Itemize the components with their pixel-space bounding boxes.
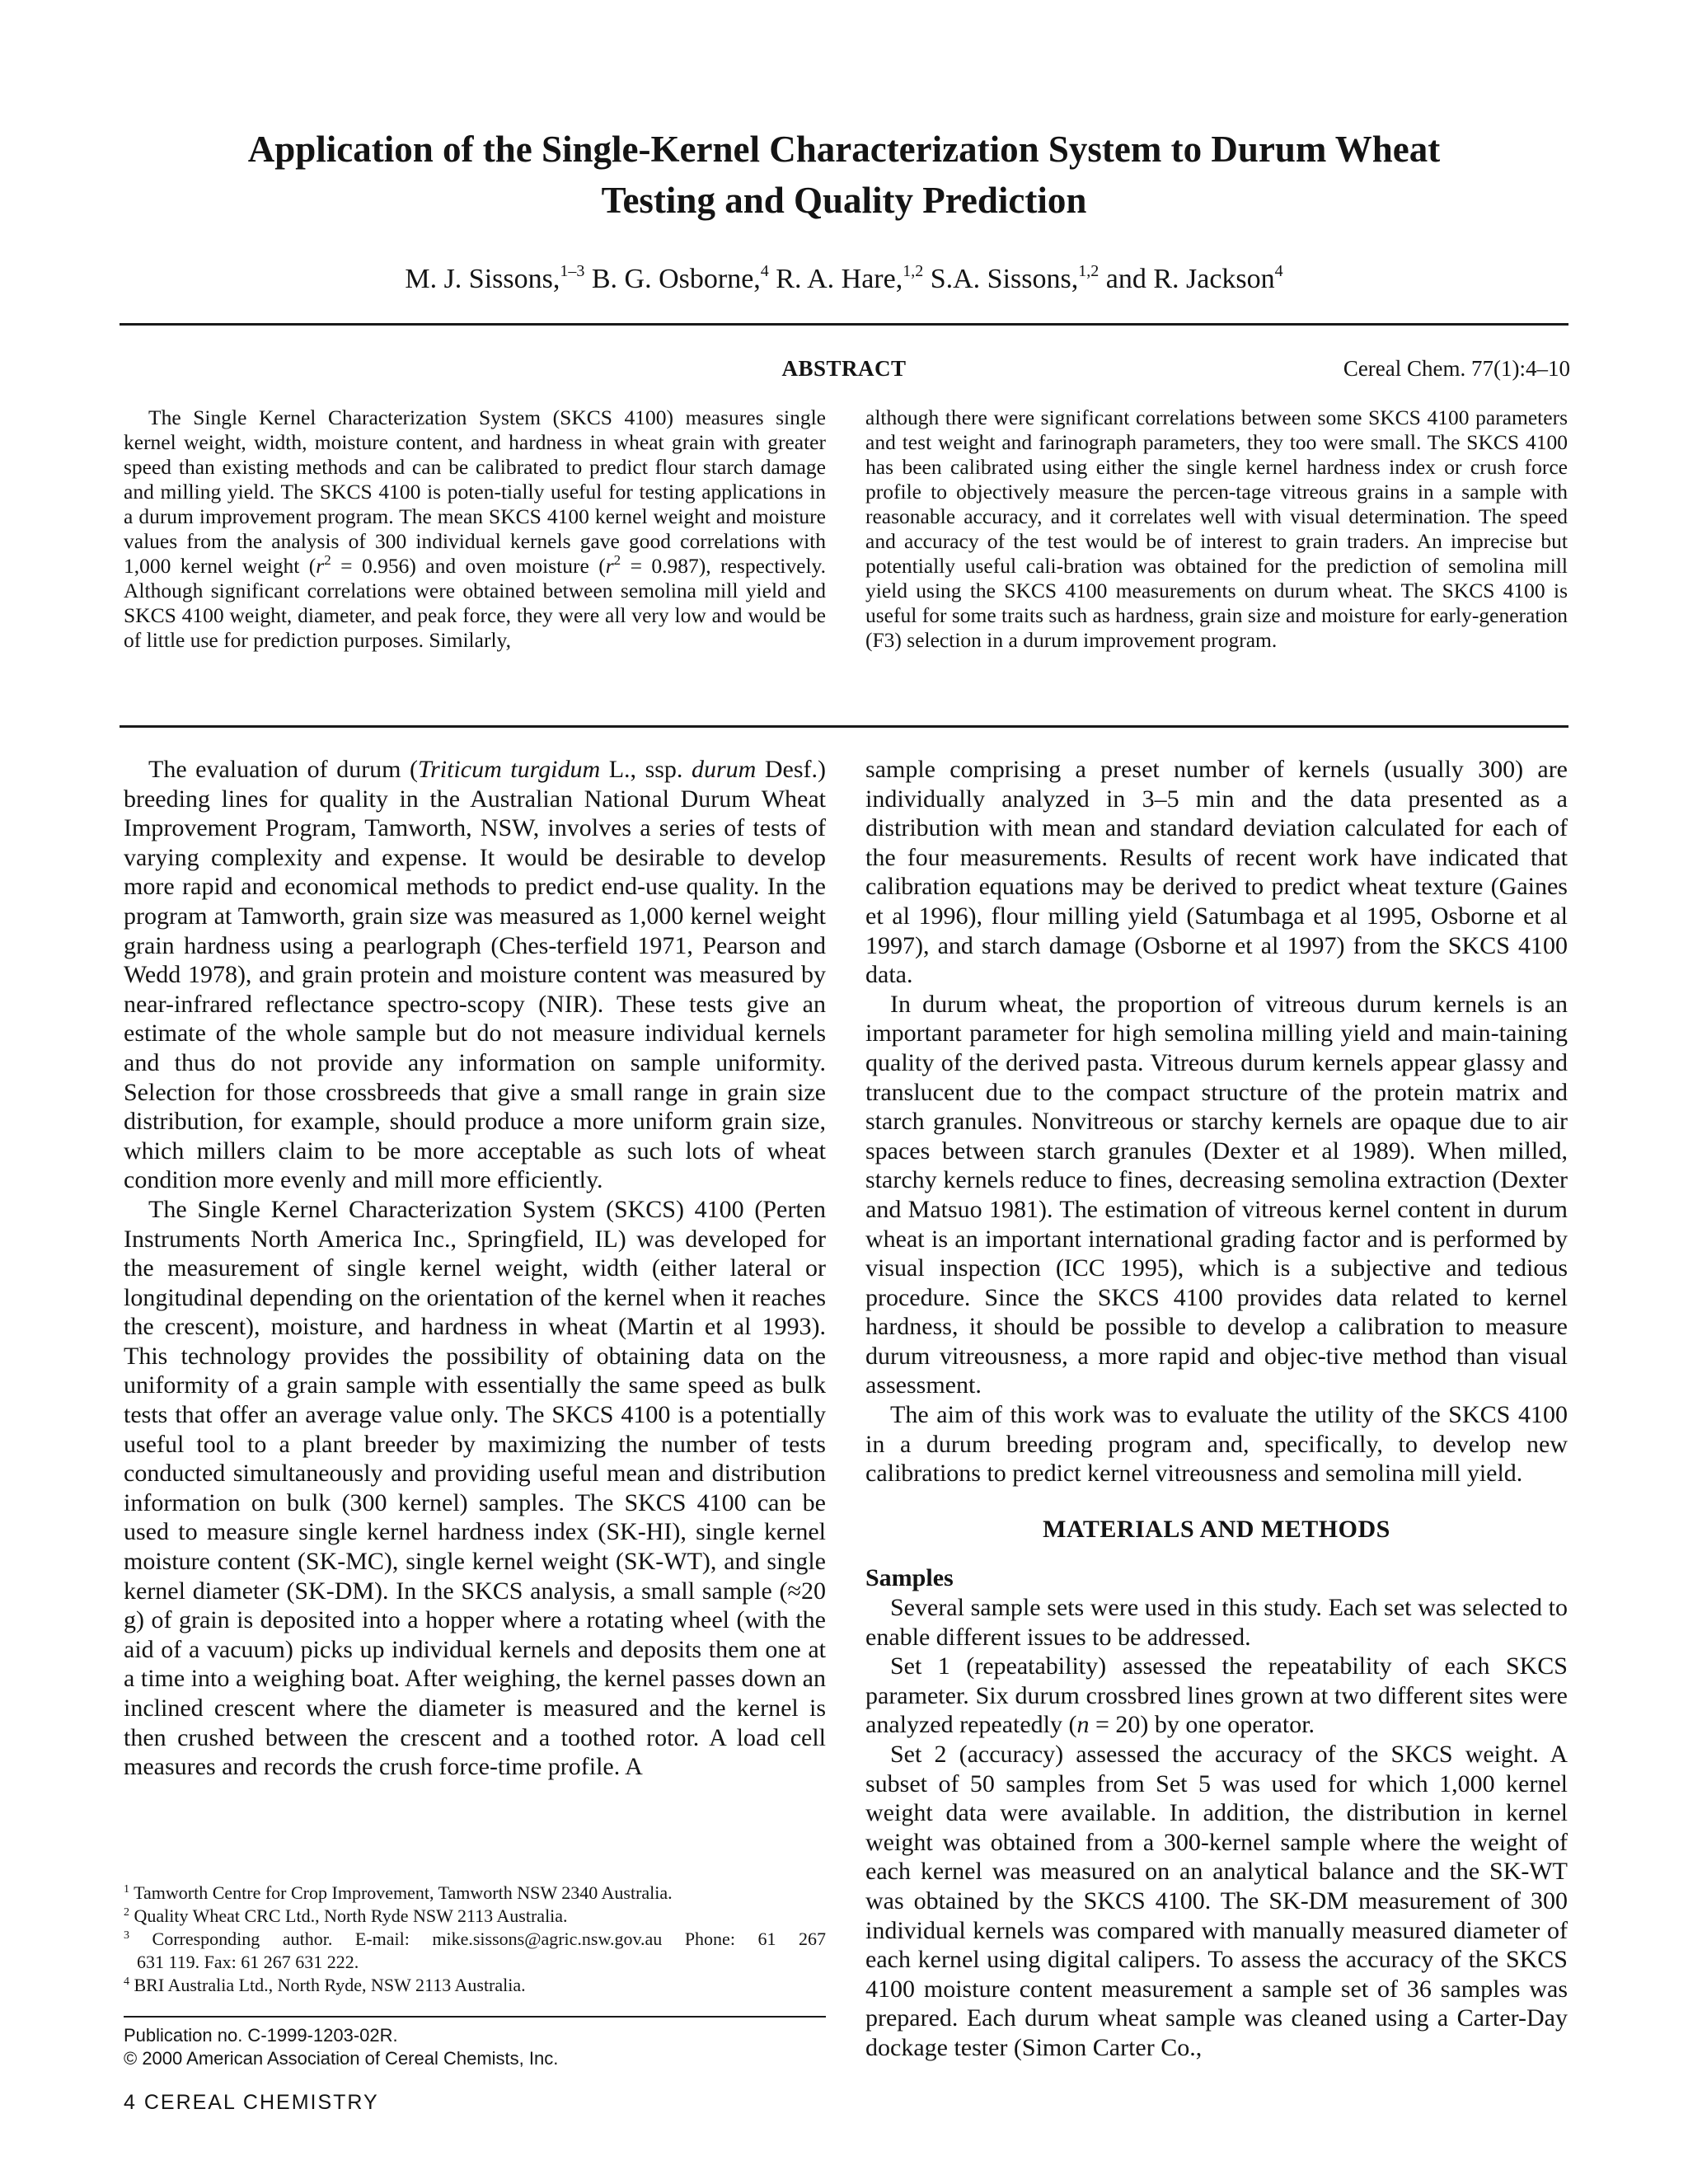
superscript: 2 <box>613 552 621 568</box>
abstract-text: = 0.987), respectively. Although significant correlations were obtained between semolina mill yield and SKCS 4100 weight, diameter, and peak force, they were all very low and would be of little use for prediction purposes. Similarly, <box>124 554 826 652</box>
footnote <box>124 1928 826 1974</box>
author-affiliation-mark: 1,2 <box>903 262 924 280</box>
author-name: B. G. Osborne, <box>591 264 761 294</box>
author-name: M. J. Sissons, <box>405 264 560 294</box>
author-name: R. A. Hare, <box>776 264 903 294</box>
footnote-text: Corresponding author. E-mail: mike.sissons@agric.nsw.gov.au Phone: 61 267 <box>152 1929 826 1949</box>
title-line-2: Testing and Quality Prediction <box>601 180 1087 221</box>
subsection-heading: Samples <box>865 1564 954 1592</box>
author-list <box>0 262 1688 297</box>
abstract-text: The Single Kernel Characterization System (SKCS 4100) measures single kernel weight, width, moisture content, and hardness in wheat grain with greater speed than existing methods and can be calibrated to predict flour starch damage and milling yield. The SKCS 4100 is poten-tially useful for testing applications in a durum improvement program. The mean SKCS 4100 kernel weight and moisture values from the analysis of 300 individual kernels gave good correlations with 1,000 kernel weight ( <box>124 405 826 578</box>
publication-number: Publication no. C-1999-1203-02R. <box>124 2025 398 2046</box>
r-symbol: r <box>316 554 325 578</box>
journal-citation: Cereal Chem. 77(1):4–10 <box>1343 356 1570 381</box>
body-paragraph: The aim of this work was to evaluate the utility of the SKCS 4100 in a durum breeding program and, specifically, to develop new calibrations to predict kernel vitreousness and semolina mill yield. <box>865 1401 1568 1488</box>
footnotes <box>124 1882 826 1997</box>
subspecies-name: durum <box>691 756 757 783</box>
r-symbol: r <box>605 554 614 578</box>
footnote-text: Quality Wheat CRC Ltd., North Ryde NSW 2113 Australia. <box>134 1905 568 1926</box>
body-text: = 20) by one operator. <box>1089 1711 1315 1739</box>
body-text: Desf.) breeding lines for quality in the Australian National Durum Wheat Improvement Program, Tamworth, NSW, involves a series of tests of varying complexity and expense. It would be desirable to develop more rapid and economical methods to predict end-use quality. In the program at Tamworth, grain size was measured as 1,000 kernel weight grain hardness using a pearlograph (Ches-terfield 1971, Pearson and Wedd 1978), and grain protein and moisture content was measured by near-infrared reflectance spectro-scopy (NIR). These tests give an estimate of the whole sample but do not measure individual kernels and thus do not provide any information on sample uniformity. Selection for those crossbreeds that give a small range in grain size distribution, for example, should produce a more uniform grain size, which millers claim to be more acceptable as such lots of wheat condition more evenly and mill more efficiently. <box>124 756 826 1194</box>
section-heading: MATERIALS AND METHODS <box>1043 1515 1390 1543</box>
abstract-paragraph <box>124 405 826 653</box>
superscript: 2 <box>324 552 331 568</box>
title-line-1: Application of the Single-Kernel Characterization System to Durum Wheat <box>247 129 1441 170</box>
footnote-mark: 3 <box>124 1929 129 1942</box>
body-left-column <box>124 755 826 1822</box>
abstract-text: = 0.956) and oven moisture ( <box>331 554 606 578</box>
body-paragraph <box>865 1652 1568 1740</box>
author-affiliation-mark: 4 <box>1274 262 1283 280</box>
body-paragraph: Several sample sets were used in this study. Each set was selected to enable different issues to be addressed. <box>865 1594 1568 1651</box>
abstract-bottom-rule <box>120 725 1568 728</box>
publication-info <box>124 2024 558 2070</box>
footnote-mark: 4 <box>124 1975 129 1988</box>
abstract-heading: ABSTRACT <box>781 356 907 381</box>
abstract-paragraph: although there were significant correlations between some SKCS 4100 parameters and test weight and farinograph parameters, they too were small. The SKCS 4100 has been calibrated using either the single kernel hardness index or crush force profile to objectively measure the percen-tage vitreous grains in a sample with reasonable accuracy, and it correlates well with visual determination. The speed and accuracy of the test would be of interest to grain traders. An imprecise but potentially useful cali-bration was obtained for the prediction of semolina mill yield using the SKCS 4100 measurements on durum wheat. The SKCS 4100 is useful for some traits such as hardness, grain size and moisture for early-generation (F3) selection in a durum improvement program. <box>865 405 1568 652</box>
abstract-top-rule <box>120 323 1568 326</box>
article-title <box>0 124 1688 226</box>
footnote-text: 631 119. Fax: 61 267 631 222. <box>137 1952 359 1972</box>
author-name: and R. Jackson <box>1105 264 1275 294</box>
footnote-mark: 1 <box>124 1883 129 1896</box>
body-paragraph: Set 2 (accuracy) assessed the accuracy of the SKCS weight. A subset of 50 samples from Set 5 was used for which 1,000 kernel weight data were available. In addition, the distribution in kernel weight was obtained from a 300-kernel sample where the weight of each kernel was measured on an analytical balance and the SK-WT was obtained by the SKCS 4100. The SK-DM measurement of 300 individual kernels was compared with manually measured diameter of each kernel using digital calipers. To assess the accuracy of the SKCS 4100 moisture content measurement a sample set of 36 samples was prepared. Each durum wheat sample was cleaned using a Carter-Day dockage tester (Simon Carter Co., <box>865 1741 1568 2061</box>
footnote <box>124 1882 826 1905</box>
body-paragraph <box>124 755 826 1195</box>
n-symbol: n <box>1076 1711 1090 1739</box>
body-paragraph: sample comprising a preset number of kernels (usually 300) are individually analyzed in 3–5 min and the data presented as a distribution with mean and standard deviation calculated for each of the four measurements. Results of recent work have indicated that calibration equations may be derived to predict wheat texture (Gaines et al 1996), flour milling yield (Satumbaga et al 1995, Osborne et al 1997), and starch damage (Osborne et al 1997) from the SKCS 4100 data. <box>865 756 1568 989</box>
footnote-text: BRI Australia Ltd., North Ryde, NSW 2113 Australia. <box>134 1975 526 1995</box>
copyright-notice: © 2000 American Association of Cereal Chemists, Inc. <box>124 2048 559 2069</box>
body-paragraph: The Single Kernel Characterization System (SKCS) 4100 (Perten Instruments North America Inc., Springfield, IL) was developed for the measurement of single kernel weight, width (either lateral or longitudinal depending on the orientation of the kernel when it reaches the crescent), moisture, and hardness in wheat (Martin et al 1993). This technology provides the possibility of obtaining data on the uniformity of a grain sample with essentially the same speed as bulk tests that offer an average value only. The SKCS 4100 is a potentially useful tool to a plant breeder by maximizing the number of tests conducted simultaneously and providing useful mean and distribution information on bulk (300 kernel) samples. The SKCS 4100 can be used to measure single kernel hardness index (SK-HI), single kernel moisture content (SK-MC), single kernel weight (SK-WT), and single kernel diameter (SK-DM). In the SKCS analysis, a small sample (≈20 g) of grain is deposited into a hopper where a rotating wheel (with the aid of a vacuum) picks up individual kernels and deposits them one at a time into a weighing boat. After weighing, the kernel passes down an inclined crescent where the diameter is measured and the kernel is then crushed between the crescent and a toothed rotor. A load cell measures and records the crush force-time profile. A <box>124 1195 826 1781</box>
footnote-text: Tamworth Centre for Crop Improvement, Tamworth NSW 2340 Australia. <box>134 1882 673 1903</box>
abstract-left-column <box>124 405 826 653</box>
author-affiliation-mark: 4 <box>760 262 769 280</box>
footnote-mark: 2 <box>124 1906 129 1919</box>
body-text: Set 1 (repeatability) assessed the repeatability of each SKCS parameter. Six durum crossbred lines grown at two different sites were analyzed repeatedly ( <box>865 1652 1568 1739</box>
body-right-column <box>865 755 1568 2063</box>
body-text: L., ssp. <box>600 756 692 783</box>
abstract-right-column <box>865 405 1568 653</box>
author-name: S.A. Sissons, <box>930 264 1079 294</box>
body-text: The evaluation of durum ( <box>148 756 419 783</box>
footnote <box>124 1905 826 1928</box>
author-affiliation-mark: 1–3 <box>560 262 585 280</box>
author-affiliation-mark: 1,2 <box>1078 262 1100 280</box>
footnote <box>124 1974 826 1997</box>
footnote-rule <box>124 2016 826 2018</box>
body-paragraph: In durum wheat, the proportion of vitreous durum kernels is an important parameter for high semolina milling yield and main-taining quality of the derived pasta. Vitreous durum kernels appear glassy and translucent due to the compact structure of the protein matrix and starch granules. Nonvitreous or starchy kernels are opaque due to air spaces between starch granules (Dexter et al 1989). When milled, starchy kernels reduce to fines, decreasing semolina extraction (Dexter and Matsuo 1981). The estimation of vitreous kernel content in durum wheat is an important international grading factor and is performed by visual inspection (ICC 1995), which is a subjective and tedious procedure. Since the SKCS 4100 provides data related to kernel hardness, it should be possible to develop a calibration to measure durum vitreousness, a more rapid and objec-tive method than visual assessment. <box>865 990 1568 1399</box>
running-footer: 4 CEREAL CHEMISTRY <box>124 2091 379 2114</box>
species-name: Triticum turgidum <box>418 756 601 783</box>
